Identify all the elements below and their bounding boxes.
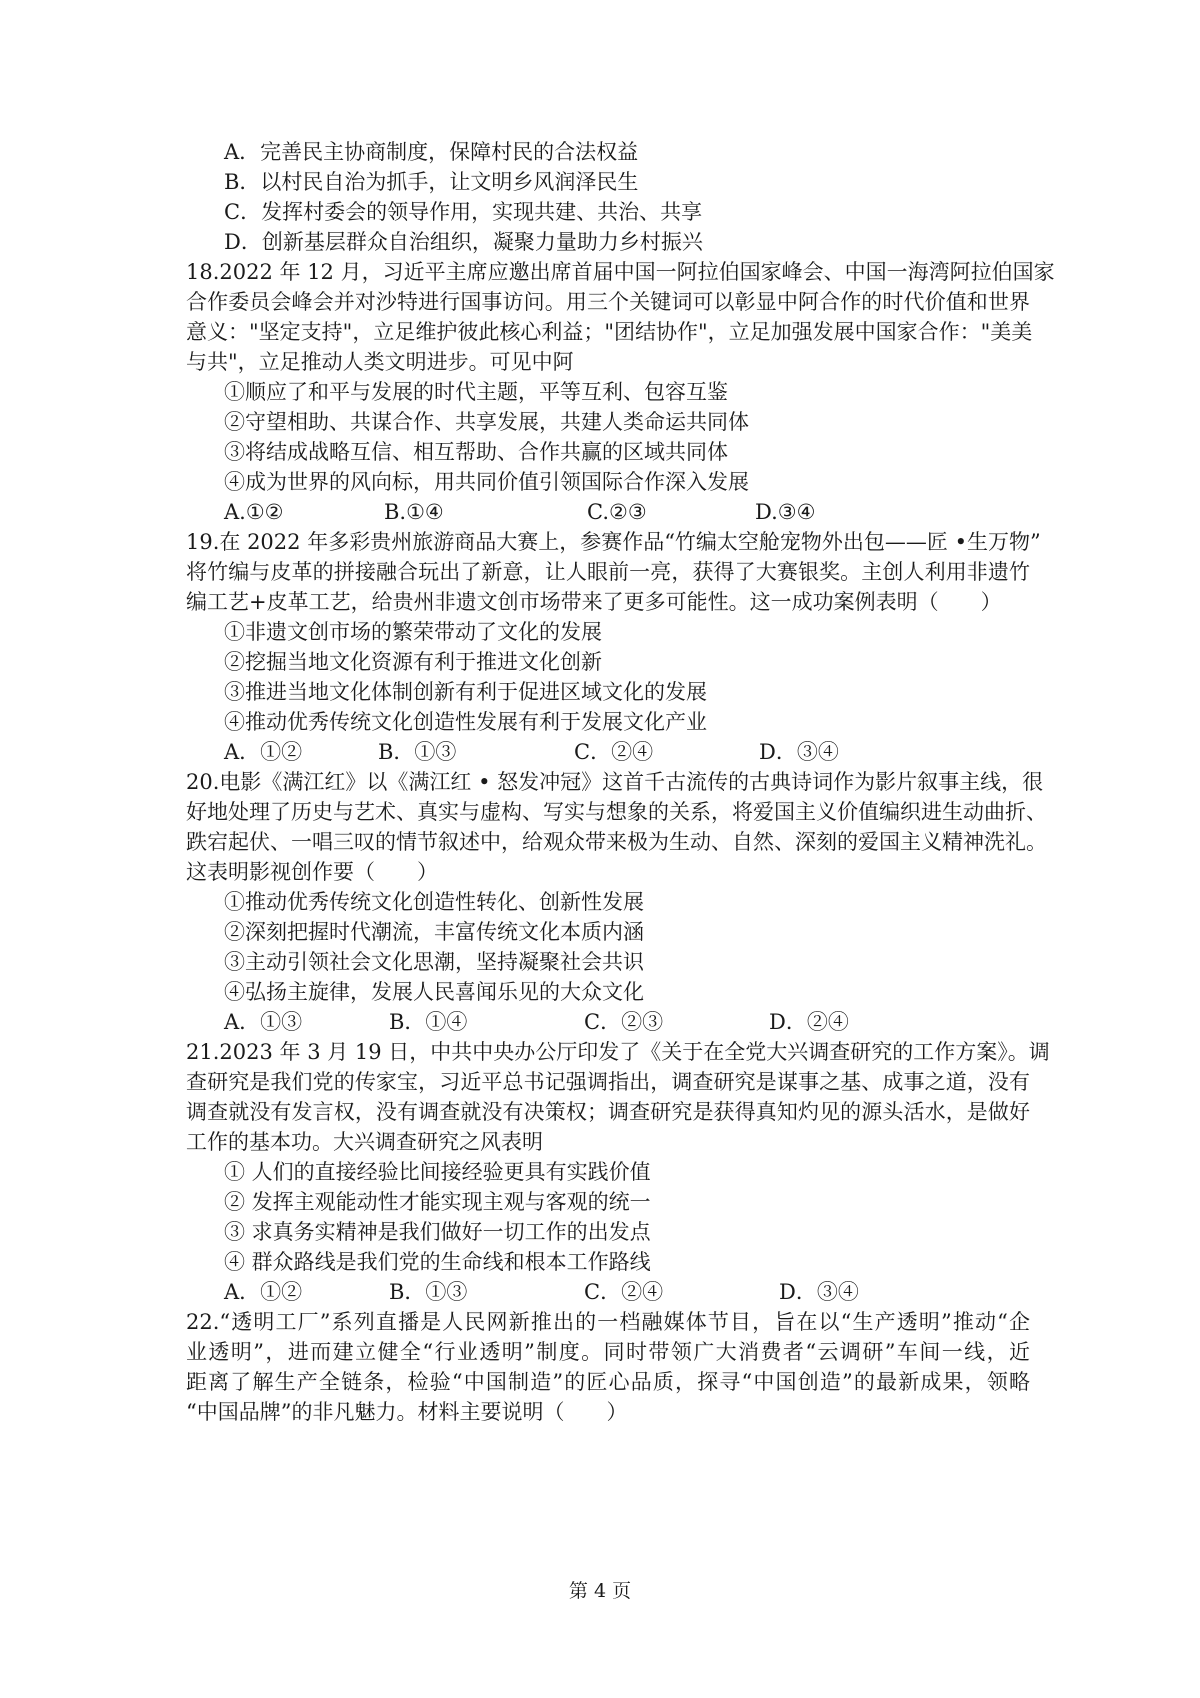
q18-item-1: ①顺应了和平与发展的时代主题，平等互利、包容互鉴 [224, 380, 728, 404]
q19-stem-line-2: 将竹编与皮革的拼接融合玩出了新意，让人眼前一亮，获得了大赛银奖。主创人利用非遗竹 [186, 560, 1030, 584]
q19-stem-line-3: 编工艺+皮革工艺，给贵州非遗文创市场带来了更多可能性。这一成功案例表明（ ） [186, 590, 1002, 614]
q19-choice-b: B．①③ [378, 740, 457, 764]
q18-stem-line-3: 意义："坚定支持"，立足维护彼此核心利益；"团结协作"，立足加强发展中国家合作："美美 [186, 320, 1033, 344]
q18-item-4: ④成为世界的风向标，用共同价值引领国际合作深入发展 [224, 470, 749, 494]
q19-choice-d: D．③④ [759, 740, 839, 764]
q20-choice-d: D．②④ [769, 1010, 849, 1034]
q19-item-3: ③推进当地文化体制创新有利于促进区域文化的发展 [224, 680, 707, 704]
q17-option-d: D．创新基层群众自治组织，凝聚力量助力乡村振兴 [224, 230, 703, 254]
q19-choice-c: C．②④ [574, 740, 654, 764]
q21-stem-line-2: 查研究是我们党的传家宝，习近平总书记强调指出，调查研究是谋事之基、成事之道，没有 [186, 1070, 1030, 1094]
q17-option-a: A．完善民主协商制度，保障村民的合法权益 [224, 140, 639, 164]
q18-choice-d: D.③④ [755, 500, 816, 524]
q22-stem-line-1: 22.“透明工厂”系列直播是人民网新推出的一档融媒体节目，旨在以“生产透明”推动“企 [186, 1310, 1030, 1334]
q18-choice-a: A.①② [224, 500, 284, 524]
q19-item-1: ①非遗文创市场的繁荣带动了文化的发展 [224, 620, 602, 644]
q20-stem-line-2: 好地处理了历史与艺术、真实与虚构、写实与想象的关系，将爱国主义价值编织进生动曲折、 [186, 800, 1047, 824]
q21-choice-d: D．③④ [779, 1280, 859, 1304]
q21-item-2: ② 发挥主观能动性才能实现主观与客观的统一 [224, 1190, 651, 1214]
q18-item-2: ②守望相助、共谋合作、共享发展，共建人类命运共同体 [224, 410, 749, 434]
q18-choice-b: B.①④ [384, 500, 444, 524]
q19-item-4: ④推动优秀传统文化创造性发展有利于发展文化产业 [224, 710, 707, 734]
q20-item-1: ①推动优秀传统文化创造性转化、创新性发展 [224, 890, 644, 914]
q21-stem-line-4: 工作的基本功。大兴调查研究之风表明 [186, 1130, 543, 1154]
q22-stem-line-4: “中国品牌”的非凡魅力。材料主要说明（ ） [186, 1400, 628, 1424]
q21-choice-c: C．②④ [584, 1280, 664, 1304]
page-number: 第 4 页 [568, 1580, 632, 1602]
q20-choice-a: A．①③ [224, 1010, 303, 1034]
q18-stem-line-4: 与共"，立足推动人类文明进步。可见中阿 [186, 350, 574, 374]
q21-item-4: ④ 群众路线是我们党的生命线和根本工作路线 [224, 1250, 651, 1274]
q19-choice-a: A．①② [224, 740, 303, 764]
q20-stem-line-1: 20.电影《满江红》以《满江红 • 怒发冲冠》这首千古流传的古典诗词作为影片叙事主线，很 [186, 770, 1044, 794]
q21-stem-line-1: 21.2023 年 3 月 19 日，中共中央办公厅印发了《关于在全党大兴调查研究的工作方案》。调 [186, 1040, 1050, 1064]
q21-choice-b: B．①③ [389, 1280, 468, 1304]
q18-item-3: ③将结成战略互信、相互帮助、合作共赢的区域共同体 [224, 440, 728, 464]
q19-item-2: ②挖掘当地文化资源有利于推进文化创新 [224, 650, 602, 674]
q20-item-3: ③主动引领社会文化思潮，坚持凝聚社会共识 [224, 950, 644, 974]
q21-stem-line-3: 调查就没有发言权，没有调查就没有决策权；调查研究是获得真知灼见的源头活水，是做好 [186, 1100, 1030, 1124]
q21-choice-a: A．①② [224, 1280, 303, 1304]
q20-choice-c: C．②③ [584, 1010, 664, 1034]
q17-option-b: B．以村民自治为抓手，让文明乡风润泽民生 [224, 170, 639, 194]
q22-stem-line-2: 业透明”，进而建立健全“行业透明”制度。同时带领广大消费者“云调研”车间一线，近 [186, 1340, 1030, 1364]
q18-choice-c: C.②③ [587, 500, 647, 524]
q20-stem-line-4: 这表明影视创作要（ ） [186, 860, 438, 884]
q18-stem-line-2: 合作委员会峰会并对沙特进行国事访问。用三个关键词可以彰显中阿合作的时代价值和世界 [186, 290, 1030, 314]
q20-item-2: ②深刻把握时代潮流，丰富传统文化本质内涵 [224, 920, 644, 944]
q21-item-1: ① 人们的直接经验比间接经验更具有实践价值 [224, 1160, 651, 1184]
q18-stem-line-1: 18.2022 年 12 月，习近平主席应邀出席首届中国一阿拉伯国家峰会、中国一海湾阿拉伯国家 [186, 260, 1055, 284]
q20-choice-b: B．①④ [389, 1010, 468, 1034]
q20-item-4: ④弘扬主旋律，发展人民喜闻乐见的大众文化 [224, 980, 644, 1004]
q20-stem-line-3: 跌宕起伏、一唱三叹的情节叙述中，给观众带来极为生动、自然、深刻的爱国主义精神洗礼。 [186, 830, 1047, 854]
q22-stem-line-3: 距离了解生产全链条，检验“中国制造”的匠心品质，探寻“中国创造”的最新成果，领略 [186, 1370, 1030, 1394]
q17-option-c: C．发挥村委会的领导作用，实现共建、共治、共享 [224, 200, 703, 224]
q19-stem-line-1: 19.在 2022 年多彩贵州旅游商品大赛上，参赛作品“竹编太空舱宠物外出包——匠 •生万物” [186, 530, 1041, 554]
q21-item-3: ③ 求真务实精神是我们做好一切工作的出发点 [224, 1220, 651, 1244]
